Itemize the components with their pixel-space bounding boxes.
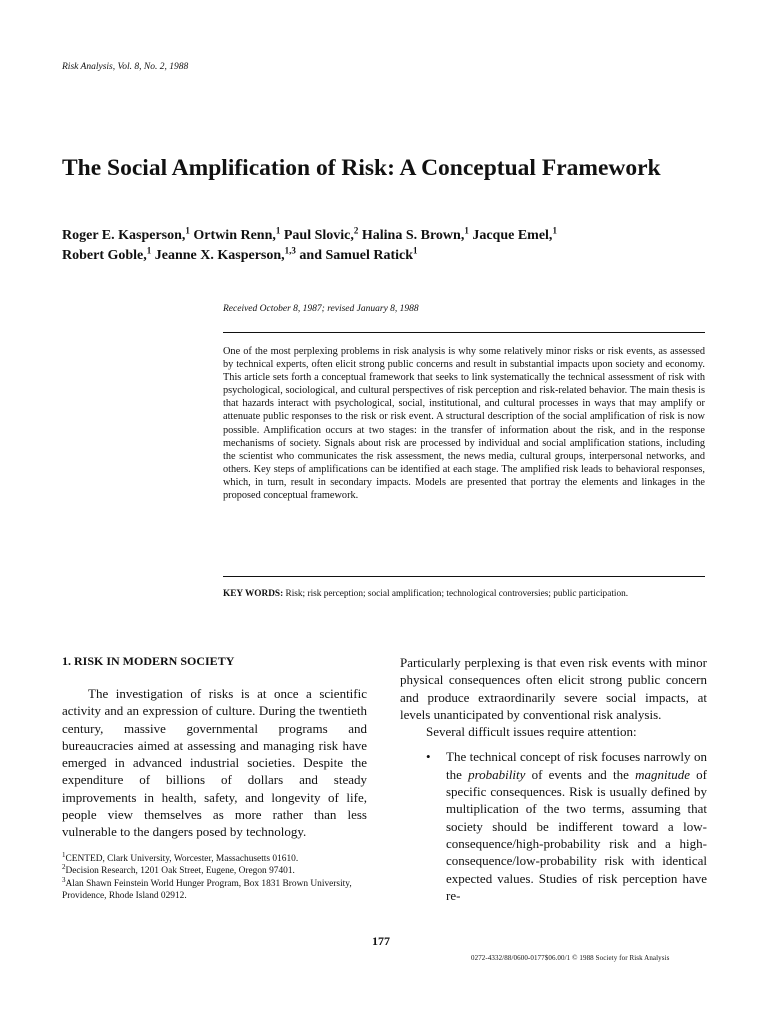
author-name: Jacque Emel, [468,228,553,243]
author-name: Robert Goble, [62,248,147,263]
keywords [223,588,705,601]
bullet-text: of specific consequences. Risk is usually defined by multiplication of the two terms, assuming that society should be indifferent toward a low-consequence/high-probability risk and a high-consequence/low-probability risk with identical expected values. Studies of risk perception have re- [446,766,707,903]
paragraph: Several difficult issues require attention: [426,724,637,740]
affiliation-mark: 1 [185,225,190,236]
paragraph: The investigation of risks is at once a scientific activity and an expression of culture. During the twentieth century, massive governmental programs and bureaucracies aimed at assessing and managing risk have emerged in advanced industrial societies. Despite the expenditure of billions of dollars and steady improvements in health, safety, and longevity of life, people view themselves as more rather than less vulnerable to the dangers posed by technology. [62,686,367,840]
copyright-line: 0272-4332/88/0600-0177$06.00/1 © 1988 Society for Risk Analysis [471,954,670,962]
footnote-mark: 2 [62,863,66,872]
footnotes [62,850,382,903]
section-heading: 1. RISK IN MODERN SOCIETY [62,654,235,668]
author-list [62,226,722,266]
abstract-top-rule [223,332,705,333]
keywords-text: Risk; risk perception; social amplification; technological controversies; public participation. [283,589,629,599]
footnote-mark: 3 [62,875,66,884]
journal-citation: Risk Analysis, Vol. 8, No. 2, 1988 [62,62,189,72]
bullet-text: of events and the [525,766,636,782]
emphasis-probability: probability [468,766,526,782]
footnote [62,875,382,903]
footnote-text: Decision Research, 1201 Oak Street, Eugene, Oregon 97401. [65,866,295,877]
right-column-body [400,654,707,904]
footnote [62,850,382,865]
affiliation-mark: 1 [413,245,418,256]
author-name: Halina S. Brown, [358,228,465,243]
author-name: Ortwin Renn, [189,228,276,243]
footnote [62,865,382,877]
affiliation-mark: 1 [552,225,557,236]
author-name: Jeanne X. Kasperson, [151,248,285,263]
keywords-label: KEY WORDS: [223,589,284,599]
affiliation-mark: 2 [353,225,359,236]
author-line-1 [62,226,722,246]
bullet-marker: • [426,749,431,765]
author-name: Paul Slovic, [280,228,354,243]
footnote-mark: 1 [62,850,66,859]
bullet-item [400,748,707,904]
page-number: 177 [372,934,390,948]
author-name: and Samuel Ratick [295,248,413,263]
author-line-2 [62,246,722,266]
abstract-bottom-rule [223,576,705,577]
paragraph: Particularly perplexing is that even risk events with minor physical consequences often elicit strong public concern and produce extraordinarily severe social impacts, at levels unanticipated by conventional risk analysis. [400,655,707,722]
author-name: Roger E. Kasperson, [62,228,186,243]
left-column-body [62,685,367,841]
affiliation-mark: 1 [464,225,469,236]
footnote-text: CENTED, Clark University, Worcester, Massachusetts 01610. [65,854,299,864]
article-title: The Social Amplification of Risk: A Conceptual Framework [62,155,661,181]
emphasis-magnitude: magnitude [635,766,690,782]
received-dates: Received October 8, 1987; revised January 8, 1988 [223,304,419,314]
affiliation-mark: 1,3 [284,245,296,256]
bullet-text: The technical concept of risk focuses narrowly on the [446,749,707,782]
affiliation-mark: 1 [146,245,152,256]
footnote-text: Alan Shawn Feinstein World Hunger Program, Box 1831 Brown University, Providence, Rhode Island 02912. [62,878,352,902]
abstract: One of the most perplexing problems in risk analysis is why some relatively minor risks or risk events, as assessed by technical experts, often elicit strong public concerns and result in substantial impacts upon society and economy. This article sets forth a conceptual framework that seeks to link systematically the technical assessment of risk with psychological, sociological, and cultural perspectives of risk perception and risk-related behavior. The main thesis is that hazards interact with psychological, social, institutional, and cultural processes in ways that may amplify or attenuate public responses to the risk or risk event. A structural description of the social amplification of risk is now possible. Amplification occurs at two stages: in the transfer of information about the risk, and in the response mechanisms of society. Signals about risk are processed by individual and social amplification stations, including the scientist who communicates the risk assessment, the news media, cultural groups, interpersonal networks, and others. Key steps of amplifications can be identified at each stage. The amplified risk leads to behavioral responses, which, in turn, result in secondary impacts. Models are presented that portray the elements and linkages in the proposed conceptual framework. [223,346,705,502]
affiliation-mark: 1 [275,225,281,236]
